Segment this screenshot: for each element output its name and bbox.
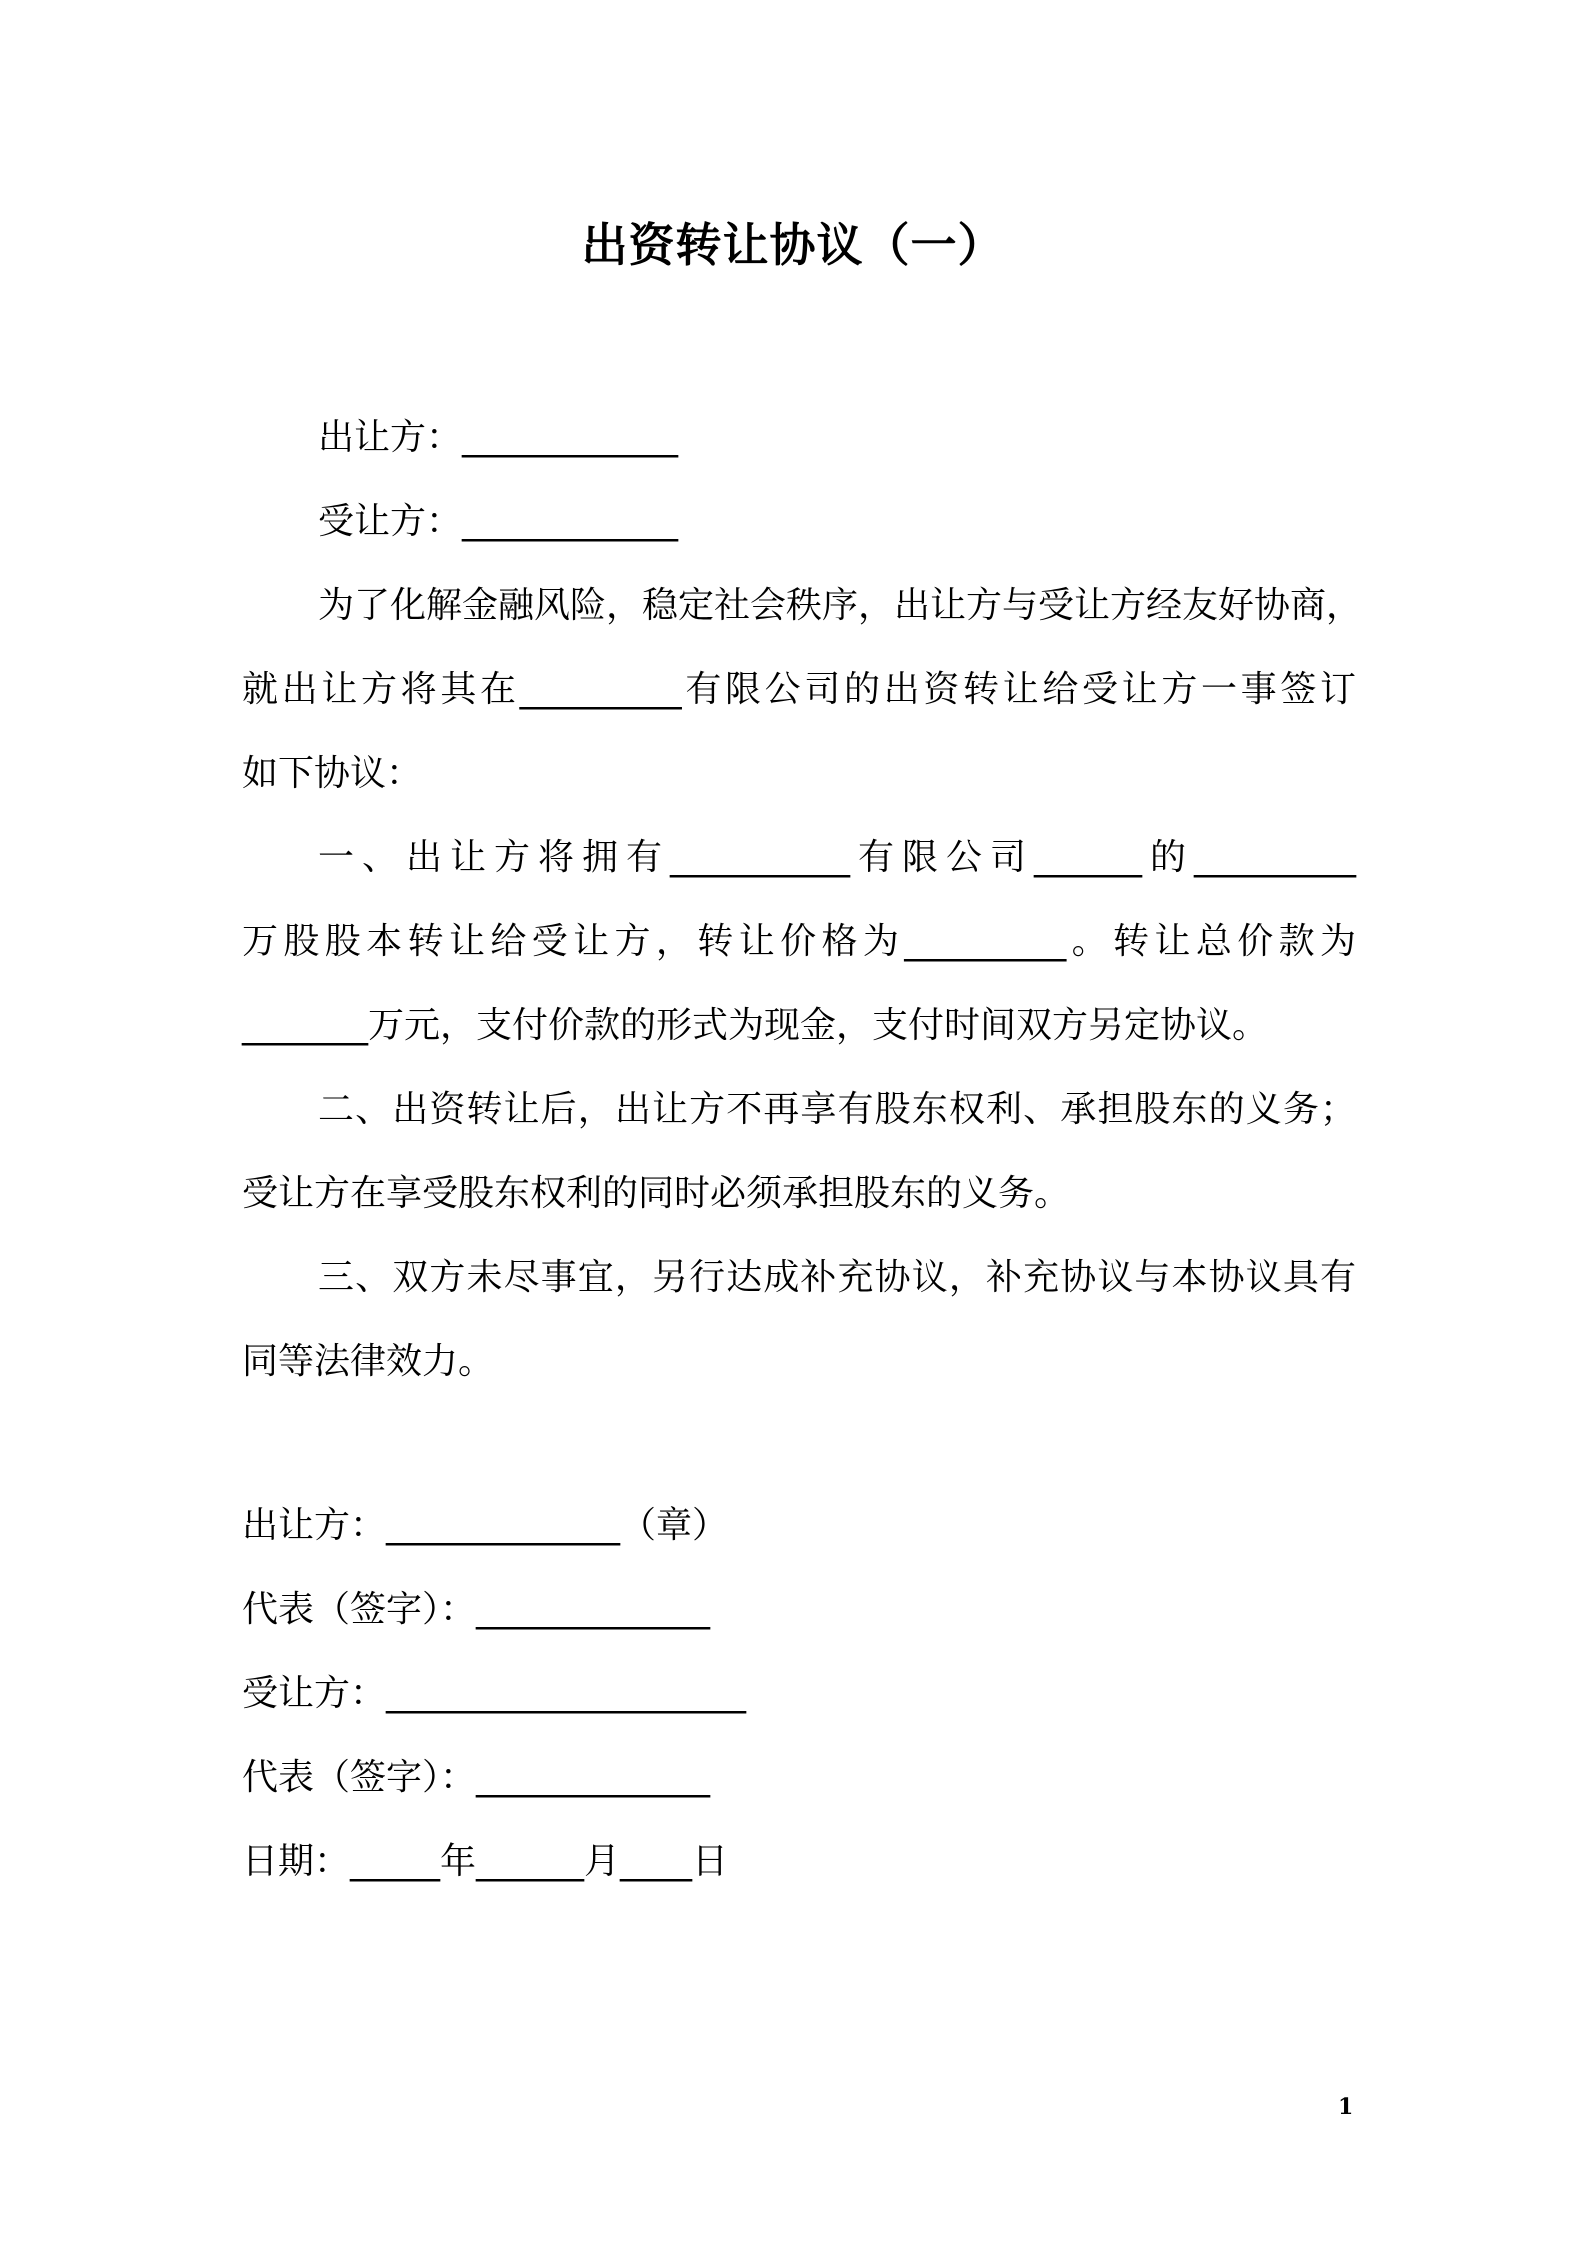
clause-1-line-1: 一、出让方将拥有__________有限公司______的_________: [318, 837, 1356, 878]
clause-1-line-2: 万股股本转让给受让方，转让价格为_________。转让总价款为: [242, 921, 1356, 962]
transferor-line: 出让方：____________: [318, 417, 679, 458]
clause-3-line-2: 同等法律效力。: [242, 1341, 495, 1382]
signature-transferor-representative: 代表（签字）：_____________: [242, 1589, 711, 1630]
clause-3-line-1: 三、双方未尽事宜，另行达成补充协议，补充协议与本协议具有: [318, 1257, 1356, 1298]
clause-2-line-1: 二、出资转让后，出让方不再享有股东权利、承担股东的义务；: [318, 1089, 1356, 1130]
preamble-line-3: 如下协议：: [242, 753, 423, 794]
document-title: 出资转让协议（一）: [581, 218, 1005, 272]
transferee-line: 受让方：____________: [318, 501, 679, 542]
signature-block: [242, 1484, 1356, 1914]
signature-date: 日期：_____年______月____日: [242, 1841, 729, 1882]
page-number: 1: [1338, 2094, 1354, 2120]
document-body: [242, 396, 1363, 1382]
preamble-line-1: 为了化解金融风险，稳定社会秩序，出让方与受让方经友好协商，: [318, 585, 1363, 626]
signature-transferee-representative: 代表（签字）：_____________: [242, 1757, 711, 1798]
signature-transferee: 受让方：____________________: [242, 1673, 747, 1714]
preamble-line-2: 就出让方将其在_________有限公司的出资转让给受让方一事签订: [242, 669, 1356, 710]
clause-2-line-2: 受让方在享受股东权利的同时必须承担股东的义务。: [242, 1173, 1071, 1214]
signature-transferor: 出让方：_____________（章）: [242, 1505, 729, 1546]
clause-1-line-3: _______万元，支付价款的形式为现金，支付时间双方另定协议。: [242, 1005, 1269, 1046]
